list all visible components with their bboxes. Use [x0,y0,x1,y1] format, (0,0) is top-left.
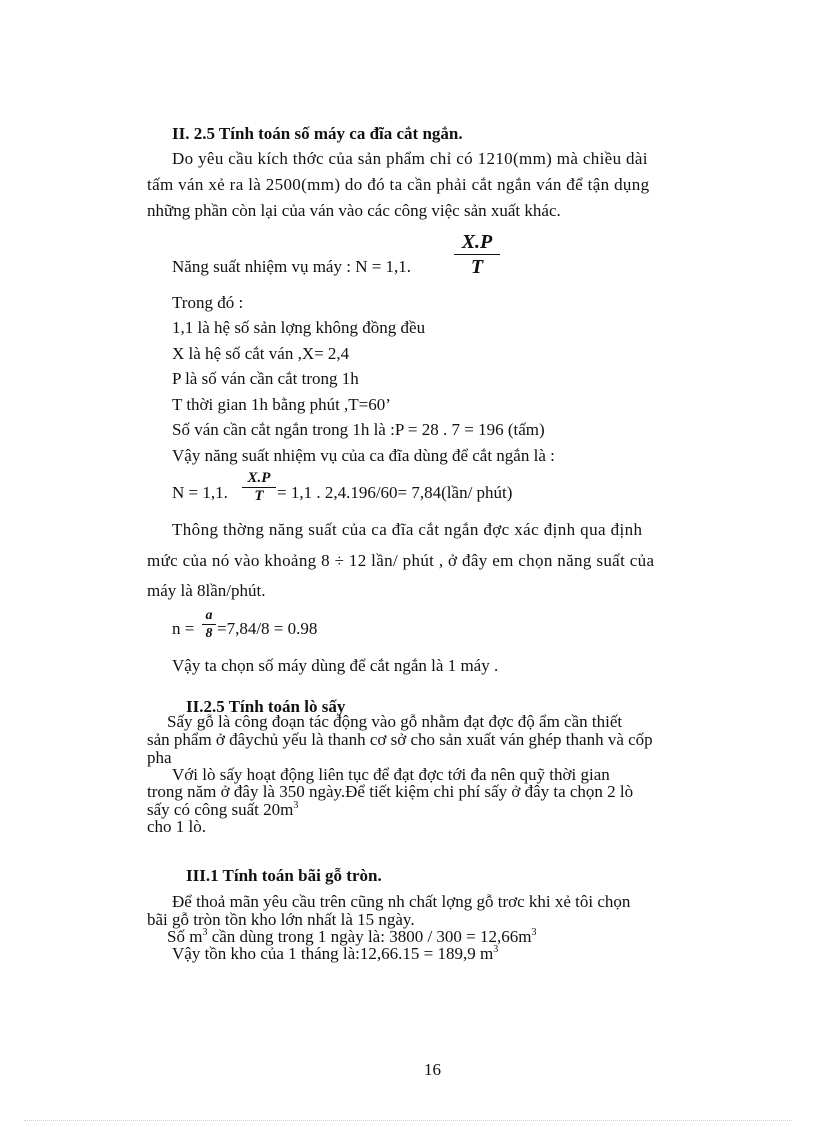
definition-line: X là hệ số cắt ván ,X= 2,4 [172,344,350,363]
fraction-denominator: T [470,256,484,278]
fraction-denominator: 8 [205,626,213,641]
paragraph-line: Với lò sấy hoạt động liên tục để đạt đợc tới đa nên quỹ thời gian [172,765,610,784]
superscript: 3 [202,927,208,938]
section-heading-log-yard: III.1 Tính toán bãi gỗ tròn. [186,866,382,885]
definition-line: Vậy năng suất nhiệm vụ của ca đĩa dùng để cắt ngắn là : [172,446,555,465]
formula-fraction [242,470,276,505]
definition-line: 1,1 là hệ số sản lợng không đồng đều [172,318,426,337]
superscript: 3 [493,944,499,955]
formula-result: = 1,1 . 2,4.196/60= 7,84(lần/ phút) [277,483,513,502]
definition-line: T thời gian 1h bằng phút ,T=60’ [172,395,391,414]
page-number: 16 [424,1060,441,1079]
conclusion-line: Vậy ta chọn số máy dùng để cắt ngắn là 1 máy . [172,656,499,675]
paragraph-line: Thông thờng năng suất của ca đĩa cắt ngắn đợc xác định qua định [172,520,643,539]
superscript: 3 [293,800,299,811]
paragraph-line: cho 1 lò. [147,817,207,836]
paragraph-line: Số $m^3$ cần dùng trong 1 ngày là: $3800 / 300 = 12,66m^3$ [167,927,537,946]
definition-line: P là số ván cần cắt trong 1h [172,369,359,388]
paragraph-line: sấy có công suất $20m^3$ [147,800,299,819]
paragraph-line: máy là 8lần/phút. [147,581,266,600]
paragraph-line: Sấy gỗ là công đoạn tác động vào gỗ nhằm đạt đợc độ ẩm cần thiết [167,712,623,731]
fraction-numerator: a [202,607,216,625]
definition-line: Trong đó : [172,293,244,312]
formula-prefix: N = 1,1. [172,483,228,502]
paragraph-line: Do yêu cầu kích thớc của sản phẩm chỉ có 1210(mm) mà chiều dài [172,149,648,168]
paragraph-line: tấm ván xẻ ra là 2500(mm) do đó ta cần phải cắt ngắn ván để tận dụng [147,175,650,194]
section-heading-kiln: II.2.5 Tính toán lò sấy [186,697,346,716]
footer-divider [24,1120,792,1121]
paragraph-line: mức của nó vào khoảng 8 ÷ 12 lần/ phút , ở đây em chọn năng suất của [147,551,655,570]
paragraph-line: Để thoả mãn yêu cầu trên cũng nh chất lợng gỗ trơc khi xẻ tôi chọn [172,892,631,911]
definition-line: Số ván cần cắt ngắn trong 1h là :P = 28 . 7 = 196 (tấm) [172,420,545,439]
fraction-numerator: X.P [454,230,500,255]
formula-result: =7,84/8 = 0.98 [217,619,318,638]
paragraph-line: bãi gỗ tròn tồn kho lớn nhất là 15 ngày. [147,910,415,929]
paragraph-line: những phần còn lại của ván vào các công việc sản xuất khác. [147,201,561,220]
paragraph-line: pha [147,748,172,767]
paragraph-line: Vậy tồn kho của 1 tháng là:12,66.15 = 189,9 $m^3$ [172,944,499,963]
fraction-numerator: X.P [242,470,276,488]
formula-fraction [202,607,216,642]
formula-fraction [454,230,500,279]
paragraph-line: sản phẩm ở đâychủ yếu là thanh cơ sở cho sản xuất ván ghép thanh và cốp [147,730,653,749]
formula-prefix: n = [172,619,195,638]
superscript: 3 [531,927,537,938]
paragraph-line: trong năm ở đây là 350 ngày.Để tiết kiệm chi phí sấy ở đây ta chọn 2 lò [147,782,634,801]
formula-label: Năng suất nhiệm vụ máy : N = 1,1. [172,257,412,276]
fraction-denominator: T [254,488,264,504]
section-heading-saw: II. 2.5 Tính toán số máy ca đĩa cắt ngắn. [172,124,463,143]
